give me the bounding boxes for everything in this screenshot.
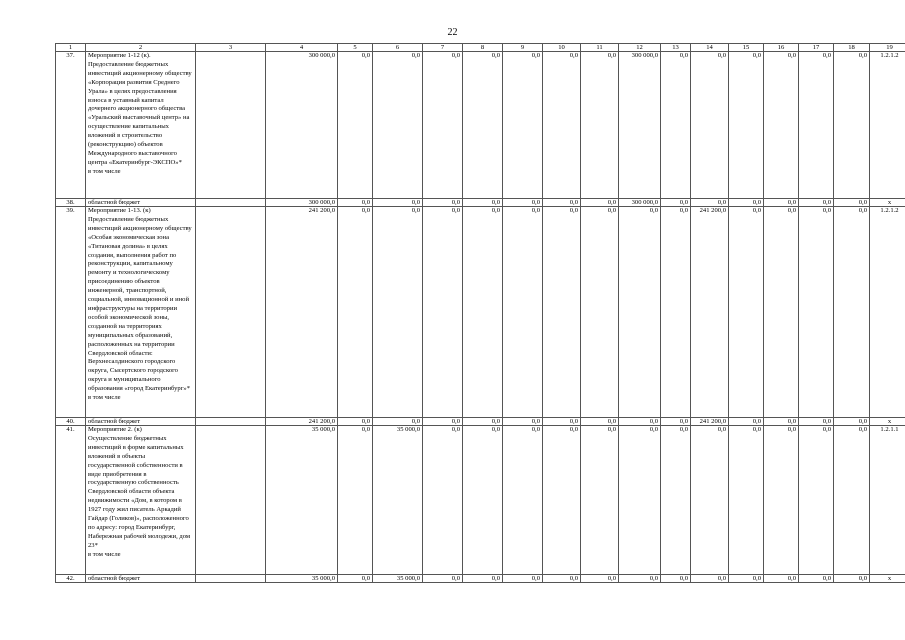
row-value-cell: 0,0 xyxy=(503,199,543,207)
row-target-code-cell: 1.2.1.1 xyxy=(870,426,905,575)
row-value-cell: 0,0 xyxy=(423,199,463,207)
column-number-cell: 6 xyxy=(373,44,423,52)
row-value-cell: 0,0 xyxy=(619,575,661,583)
row-description-cell: областной бюджет xyxy=(86,199,196,207)
row-target-code-cell: 1.2.1.2 xyxy=(870,52,905,199)
column-number-cell: 19 xyxy=(870,44,905,52)
row-value-cell: 35 000,0 xyxy=(266,575,338,583)
row-value-cell: 0,0 xyxy=(338,52,373,199)
row-value-cell: 0,0 xyxy=(661,199,691,207)
row-value-cell: 0,0 xyxy=(799,207,834,418)
row-value-cell: 0,0 xyxy=(503,418,543,426)
row-value-cell: 0,0 xyxy=(729,575,764,583)
row-description-cell: областной бюджет xyxy=(86,418,196,426)
column-number-cell: 3 xyxy=(196,44,266,52)
row-value-cell: 0,0 xyxy=(661,207,691,418)
column-number-cell: 4 xyxy=(266,44,338,52)
row-column3-cell xyxy=(196,426,266,575)
row-value-cell: 0,0 xyxy=(581,199,619,207)
row-value-cell: 0,0 xyxy=(581,426,619,575)
row-value-cell: 0,0 xyxy=(661,575,691,583)
row-column3-cell xyxy=(196,207,266,418)
row-value-cell: 0,0 xyxy=(543,575,581,583)
row-value-cell: 241 200,0 xyxy=(266,207,338,418)
row-value-cell: 0,0 xyxy=(338,207,373,418)
row-value-cell: 0,0 xyxy=(543,426,581,575)
row-value-cell: 0,0 xyxy=(503,575,543,583)
column-number-cell: 2 xyxy=(86,44,196,52)
row-value-cell: 0,0 xyxy=(423,207,463,418)
row-value-cell: 300 000,0 xyxy=(619,52,661,199)
row-value-cell: 0,0 xyxy=(423,418,463,426)
row-value-cell: 0,0 xyxy=(619,207,661,418)
row-value-cell: 241 200,0 xyxy=(691,418,729,426)
row-value-cell: 0,0 xyxy=(338,199,373,207)
row-target-code-cell: x xyxy=(870,575,905,583)
row-value-cell: 0,0 xyxy=(729,199,764,207)
row-value-cell: 0,0 xyxy=(764,575,799,583)
column-number-cell: 14 xyxy=(691,44,729,52)
row-value-cell: 0,0 xyxy=(691,199,729,207)
row-target-code-cell: x xyxy=(870,199,905,207)
row-value-cell: 0,0 xyxy=(338,575,373,583)
row-column3-cell xyxy=(196,199,266,207)
row-value-cell: 0,0 xyxy=(691,575,729,583)
row-value-cell: 35 000,0 xyxy=(373,426,423,575)
row-value-cell: 0,0 xyxy=(581,52,619,199)
row-value-cell: 0,0 xyxy=(463,426,503,575)
column-number-cell: 12 xyxy=(619,44,661,52)
table-row xyxy=(56,207,905,418)
row-value-cell: 300 000,0 xyxy=(266,199,338,207)
row-column3-cell xyxy=(196,52,266,199)
column-number-cell: 11 xyxy=(581,44,619,52)
column-number-cell: 17 xyxy=(799,44,834,52)
row-value-cell: 0,0 xyxy=(834,426,870,575)
row-column3-cell xyxy=(196,575,266,583)
row-value-cell: 0,0 xyxy=(373,199,423,207)
row-value-cell: 0,0 xyxy=(799,199,834,207)
table-row xyxy=(56,418,905,426)
row-value-cell: 0,0 xyxy=(661,418,691,426)
row-value-cell: 0,0 xyxy=(764,207,799,418)
row-value-cell: 0,0 xyxy=(373,52,423,199)
row-value-cell: 0,0 xyxy=(373,418,423,426)
row-column3-cell xyxy=(196,418,266,426)
row-value-cell: 0,0 xyxy=(729,207,764,418)
row-value-cell: 0,0 xyxy=(764,199,799,207)
table-row xyxy=(56,199,905,207)
row-value-cell: 0,0 xyxy=(463,52,503,199)
row-value-cell: 0,0 xyxy=(661,426,691,575)
column-number-cell: 7 xyxy=(423,44,463,52)
column-number-cell: 13 xyxy=(661,44,691,52)
row-value-cell: 0,0 xyxy=(729,426,764,575)
row-value-cell: 300 000,0 xyxy=(619,199,661,207)
row-value-cell: 0,0 xyxy=(799,575,834,583)
row-value-cell: 0,0 xyxy=(463,199,503,207)
row-value-cell: 35 000,0 xyxy=(266,426,338,575)
column-number-cell: 16 xyxy=(764,44,799,52)
row-value-cell: 0,0 xyxy=(729,52,764,199)
row-value-cell: 241 200,0 xyxy=(691,207,729,418)
row-number-cell: 40. xyxy=(56,418,86,426)
column-number-cell: 1 xyxy=(56,44,86,52)
row-value-cell: 0,0 xyxy=(834,199,870,207)
row-value-cell: 0,0 xyxy=(799,52,834,199)
row-value-cell: 0,0 xyxy=(799,418,834,426)
row-value-cell: 0,0 xyxy=(463,207,503,418)
row-value-cell: 0,0 xyxy=(764,52,799,199)
row-value-cell: 0,0 xyxy=(834,575,870,583)
row-number-cell: 38. xyxy=(56,199,86,207)
budget-table xyxy=(55,43,905,583)
row-value-cell: 0,0 xyxy=(619,426,661,575)
row-description-cell: областной бюджет xyxy=(86,575,196,583)
row-value-cell: 0,0 xyxy=(729,418,764,426)
row-target-code-cell: x xyxy=(870,418,905,426)
row-value-cell: 0,0 xyxy=(834,207,870,418)
row-value-cell: 0,0 xyxy=(799,426,834,575)
row-value-cell: 35 000,0 xyxy=(373,575,423,583)
row-value-cell: 0,0 xyxy=(373,207,423,418)
column-number-cell: 10 xyxy=(543,44,581,52)
row-value-cell: 0,0 xyxy=(581,207,619,418)
column-number-cell: 8 xyxy=(463,44,503,52)
row-value-cell: 241 200,0 xyxy=(266,418,338,426)
row-value-cell: 0,0 xyxy=(764,426,799,575)
table-row xyxy=(56,52,905,199)
row-number-cell: 37. xyxy=(56,52,86,199)
table-row xyxy=(56,575,905,583)
row-description-cell: Мероприятие 1-12 (к). Предоставление бюджетных инвестиций акционерному обществу «Корпорация развития Среднего Урала» в целях предоставления взноса в уставный капитал дочернего акционерного общества «Уральский выставочный центр» на осуществление капитальных вложений в строительство (реконструкцию) объектов Международного выставочного центра «Екатеринбург-ЭКСПО»* в том числе xyxy=(86,52,196,199)
row-value-cell: 0,0 xyxy=(834,52,870,199)
row-value-cell: 0,0 xyxy=(764,418,799,426)
row-value-cell: 0,0 xyxy=(463,418,503,426)
row-description-cell: Мероприятие 2. (к) Осуществление бюджетных инвестиций в форме капитальных вложений в объекты государственной собственности в виде приобретения в государственную собственность Свердловской области объекта недвижимости «Дом, в котором в 1927 году жил писатель Аркадий Гайдар (Голиков)», расположенного по адресу: город Екатеринбург, Набережная рабочей молодежи, дом 23* в том числе xyxy=(86,426,196,575)
row-value-cell: 0,0 xyxy=(338,426,373,575)
row-value-cell: 300 000,0 xyxy=(266,52,338,199)
row-value-cell: 0,0 xyxy=(581,575,619,583)
row-target-code-cell: 1.2.1.2 xyxy=(870,207,905,418)
row-value-cell: 0,0 xyxy=(543,52,581,199)
row-value-cell: 0,0 xyxy=(543,207,581,418)
column-number-row xyxy=(56,44,905,52)
row-value-cell: 0,0 xyxy=(503,426,543,575)
row-value-cell: 0,0 xyxy=(581,418,619,426)
table-row xyxy=(56,426,905,575)
row-value-cell: 0,0 xyxy=(503,207,543,418)
row-value-cell: 0,0 xyxy=(691,426,729,575)
row-description-cell: Мероприятие 1-13. (к) Предоставление бюджетных инвестиций акционерному обществу «Особая экономическая зона «Титановая долина» в целях создания, выполнения работ по реконструкции, капитальному ремонту и технологическому присоединению объектов инженерной, транспортной, социальной, инновационной и иной инфраструктуры на территории особой экономической зоны, созданной на территориях муниципальных образований, расположенных на территории Свердловской области: Верхнесалдинского городского округа, Сысертского городского округа и муниципального образования «город Екатеринбург»* в том числе xyxy=(86,207,196,418)
row-value-cell: 0,0 xyxy=(423,426,463,575)
row-value-cell: 0,0 xyxy=(543,199,581,207)
row-value-cell: 0,0 xyxy=(423,52,463,199)
row-number-cell: 42. xyxy=(56,575,86,583)
row-number-cell: 41. xyxy=(56,426,86,575)
row-value-cell: 0,0 xyxy=(338,418,373,426)
row-value-cell: 0,0 xyxy=(619,418,661,426)
column-number-cell: 15 xyxy=(729,44,764,52)
row-value-cell: 0,0 xyxy=(423,575,463,583)
row-value-cell: 0,0 xyxy=(503,52,543,199)
row-value-cell: 0,0 xyxy=(691,52,729,199)
row-value-cell: 0,0 xyxy=(463,575,503,583)
column-number-cell: 18 xyxy=(834,44,870,52)
page-number: 22 xyxy=(447,27,458,38)
row-number-cell: 39. xyxy=(56,207,86,418)
column-number-cell: 9 xyxy=(503,44,543,52)
row-value-cell: 0,0 xyxy=(661,52,691,199)
row-value-cell: 0,0 xyxy=(834,418,870,426)
column-number-cell: 5 xyxy=(338,44,373,52)
row-value-cell: 0,0 xyxy=(543,418,581,426)
